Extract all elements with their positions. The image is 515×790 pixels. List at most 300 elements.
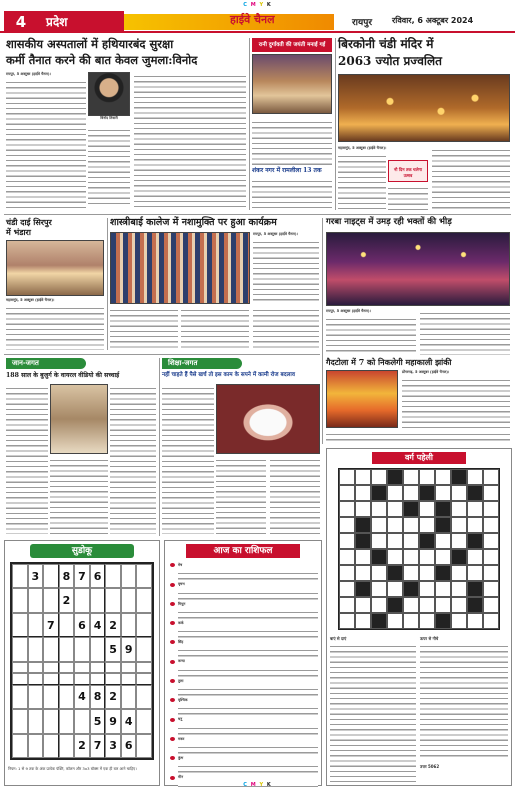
horoscope-item bbox=[168, 562, 318, 581]
crossword-block bbox=[467, 597, 483, 613]
sudoku-grid[interactable] bbox=[10, 562, 154, 760]
garba-text-col-1 bbox=[326, 315, 416, 355]
sudoku-cell[interactable]: 8 bbox=[59, 564, 75, 588]
crossword-cell[interactable] bbox=[483, 485, 499, 501]
crossword-cell[interactable] bbox=[435, 533, 451, 549]
shastri-text-col-2 bbox=[181, 306, 249, 350]
sudoku-cell[interactable] bbox=[136, 588, 152, 612]
lead-photo bbox=[88, 72, 130, 116]
sudoku-cell[interactable] bbox=[136, 734, 152, 758]
horoscope-item bbox=[168, 678, 318, 697]
crossword-cell[interactable] bbox=[339, 565, 355, 581]
cmyk-c: C bbox=[243, 782, 248, 788]
crossword-cell[interactable] bbox=[435, 597, 451, 613]
sudoku-cell[interactable] bbox=[136, 662, 152, 673]
crossword-cell[interactable] bbox=[467, 565, 483, 581]
crossword-block bbox=[355, 517, 371, 533]
lead-text-col-2 bbox=[88, 126, 130, 208]
crossword-cell[interactable] bbox=[419, 549, 435, 565]
crossword-cell[interactable] bbox=[451, 565, 467, 581]
right-top-dateline: महासमुंद, 5 अक्टूबर (हाईवे चैनल)। bbox=[338, 146, 387, 150]
sudoku-cell[interactable]: 4 bbox=[90, 613, 106, 637]
sudoku-cell[interactable]: 6 bbox=[90, 564, 106, 588]
sudoku-cell[interactable] bbox=[105, 564, 121, 588]
sudoku-cell[interactable] bbox=[74, 637, 90, 661]
crossword-cell[interactable] bbox=[339, 469, 355, 485]
right-top-text-col-2 bbox=[388, 184, 428, 210]
page-number: 4 bbox=[4, 11, 38, 33]
gaytri-text-side bbox=[402, 376, 510, 430]
gaytri-headline: गैदटोला में 7 को निकलेगी महाकाली झांकी bbox=[326, 357, 452, 367]
crossword-block bbox=[387, 597, 403, 613]
crossword-cell[interactable] bbox=[371, 469, 387, 485]
sudoku-cell[interactable] bbox=[12, 673, 28, 684]
sudoku-cell[interactable] bbox=[28, 734, 44, 758]
sudoku-cell[interactable]: 3 bbox=[28, 564, 44, 588]
sudoku-cell[interactable] bbox=[12, 564, 28, 588]
cmyk-y: Y bbox=[259, 782, 265, 788]
crossword-cell[interactable] bbox=[451, 517, 467, 533]
sudoku-cell[interactable] bbox=[136, 637, 152, 661]
sudoku-cell[interactable] bbox=[74, 709, 90, 733]
crossword-cell[interactable] bbox=[355, 469, 371, 485]
crossword-cell[interactable] bbox=[355, 613, 371, 629]
jaan-jagat-text-col-3 bbox=[110, 384, 156, 534]
sudoku-cell[interactable] bbox=[28, 685, 44, 709]
horoscope-sign: मीन bbox=[178, 775, 184, 780]
sudoku-cell[interactable] bbox=[121, 662, 137, 673]
sudoku-cell[interactable] bbox=[43, 662, 59, 673]
horoscope-text bbox=[178, 685, 318, 697]
sudoku-cell[interactable]: 2 bbox=[74, 734, 90, 758]
edition-city: रायपुर bbox=[352, 18, 373, 28]
horoscope-item bbox=[168, 639, 318, 658]
sudoku-cell[interactable]: 5 bbox=[105, 637, 121, 661]
horoscope-sign: मकर bbox=[178, 736, 185, 741]
sudoku-cell[interactable] bbox=[59, 673, 75, 684]
crossword-cell[interactable] bbox=[387, 517, 403, 533]
crossword-cell[interactable] bbox=[387, 613, 403, 629]
sudoku-cell[interactable]: 2 bbox=[105, 613, 121, 637]
sudoku-cell[interactable] bbox=[43, 734, 59, 758]
sudoku-cell[interactable] bbox=[12, 588, 28, 612]
crossword-cell[interactable] bbox=[483, 565, 499, 581]
crossword-grid[interactable] bbox=[338, 468, 500, 630]
lead-dateline: रायपुर, 5 अक्टूबर (हाईवे चैनल)। bbox=[6, 72, 51, 76]
divider bbox=[107, 218, 108, 350]
crossword-cell[interactable] bbox=[451, 597, 467, 613]
crossword-block bbox=[451, 549, 467, 565]
right-top-photo bbox=[338, 74, 510, 142]
garba-dateline: रायपुर, 5 अक्टूबर (हाईवे चैनल)। bbox=[326, 309, 371, 313]
sudoku-cell[interactable] bbox=[28, 613, 44, 637]
horoscope-text bbox=[178, 762, 318, 774]
garba-text-col-2 bbox=[420, 309, 510, 355]
sudoku-cell[interactable] bbox=[59, 662, 75, 673]
lead-headline-2: कर्मी तैनात करने की बात केवल जुमला:विनोद bbox=[6, 53, 198, 67]
shiksha-text-col-3 bbox=[270, 456, 320, 534]
brand-logo: हाईवे चैनल bbox=[230, 13, 275, 26]
crossword-cell[interactable] bbox=[403, 517, 419, 533]
sudoku-cell[interactable]: 4 bbox=[121, 709, 137, 733]
sudoku-cell[interactable] bbox=[12, 637, 28, 661]
crossword-cell[interactable] bbox=[403, 549, 419, 565]
crossword-cell[interactable] bbox=[419, 613, 435, 629]
crossword-cell[interactable] bbox=[339, 597, 355, 613]
right-top-headline-2: 2063 ज्योत प्रज्वलित bbox=[338, 54, 442, 68]
sudoku-cell[interactable] bbox=[12, 662, 28, 673]
crossword-cell[interactable] bbox=[339, 613, 355, 629]
sudoku-cell[interactable] bbox=[136, 564, 152, 588]
crossword-across-label: बाएं से दाएं bbox=[330, 636, 347, 641]
sudoku-cell[interactable] bbox=[136, 673, 152, 684]
crossword-cell[interactable] bbox=[387, 549, 403, 565]
divider bbox=[322, 218, 323, 444]
sudoku-cell[interactable] bbox=[43, 685, 59, 709]
jaan-jagat-photo bbox=[50, 384, 108, 454]
crossword-cell[interactable] bbox=[483, 501, 499, 517]
crossword-answer-label: उत्तर 5062 bbox=[420, 764, 440, 769]
crossword-cell[interactable] bbox=[451, 485, 467, 501]
gaytri-text-bottom bbox=[326, 430, 510, 444]
garba-photo bbox=[326, 232, 510, 306]
shiksha-headline: नहीं चाहते हैं पैसे खर्च तो इस काम के सपने में कामी रोज बदलाव bbox=[162, 372, 295, 378]
crossword-cell[interactable] bbox=[451, 581, 467, 597]
crossword-block bbox=[355, 581, 371, 597]
crossword-cell[interactable] bbox=[371, 581, 387, 597]
crossword-cell[interactable] bbox=[387, 581, 403, 597]
sudoku-cell[interactable] bbox=[90, 588, 106, 612]
sudoku-cell[interactable] bbox=[90, 637, 106, 661]
crossword-cell[interactable] bbox=[371, 597, 387, 613]
crossword-cell[interactable] bbox=[339, 581, 355, 597]
sudoku-grid-wrap bbox=[10, 562, 154, 762]
right-top-callout: नौ दिन तक चलेगा उत्सव bbox=[388, 160, 428, 182]
sudoku-cell[interactable] bbox=[12, 734, 28, 758]
horoscope-sign: मिथुन bbox=[178, 601, 186, 606]
crossword-cell[interactable] bbox=[483, 597, 499, 613]
mid-top-text bbox=[252, 118, 332, 166]
crossword-across-clues bbox=[330, 642, 416, 782]
divider bbox=[4, 354, 320, 355]
sudoku-cell[interactable] bbox=[59, 613, 75, 637]
shiksha-photo bbox=[216, 384, 320, 454]
sudoku-cell[interactable] bbox=[105, 673, 121, 684]
crossword-cell[interactable] bbox=[451, 613, 467, 629]
horoscope-sign: कर्क bbox=[178, 620, 184, 625]
sudoku-cell[interactable] bbox=[59, 709, 75, 733]
crossword-cell[interactable] bbox=[451, 501, 467, 517]
crossword-cell[interactable] bbox=[467, 469, 483, 485]
sudoku-cell[interactable]: 7 bbox=[90, 734, 106, 758]
crossword-cell[interactable] bbox=[339, 501, 355, 517]
crossword-cell[interactable] bbox=[483, 613, 499, 629]
sudoku-rules: नियम: 1 से 9 तक के अंक प्रत्येक पंक्ति, कॉलम और 3x3 बॉक्स में एक ही बार आने चाहिए। bbox=[8, 766, 137, 771]
horoscope-sign: कन्या bbox=[178, 659, 185, 664]
mid-top-headline: रानी दुर्गावती की जयंती मनाई गई bbox=[252, 38, 332, 52]
crossword-cell[interactable] bbox=[419, 581, 435, 597]
sudoku-cell[interactable] bbox=[105, 662, 121, 673]
horoscope-item bbox=[168, 581, 318, 600]
shastri-dateline: रायपुर, 5 अक्टूबर (हाईवे चैनल)। bbox=[253, 232, 298, 236]
crossword-cell[interactable] bbox=[355, 485, 371, 501]
crossword-cell[interactable] bbox=[419, 565, 435, 581]
crossword-block bbox=[355, 533, 371, 549]
chandi-headline-1: चंडी दाई सिरपुर bbox=[6, 217, 52, 227]
sudoku-cell[interactable] bbox=[28, 637, 44, 661]
right-top-text-col-1 bbox=[338, 152, 386, 210]
horoscope-sign: तुला bbox=[178, 678, 184, 683]
crossword-cell[interactable] bbox=[403, 469, 419, 485]
sudoku-cell[interactable] bbox=[28, 588, 44, 612]
crossword-cell[interactable] bbox=[483, 469, 499, 485]
crossword-block bbox=[467, 485, 483, 501]
crossword-cell[interactable] bbox=[435, 469, 451, 485]
cmyk-k: K bbox=[266, 2, 272, 8]
crossword-cell[interactable] bbox=[483, 581, 499, 597]
crossword-cell[interactable] bbox=[435, 581, 451, 597]
crossword-block bbox=[419, 533, 435, 549]
sudoku-cell[interactable] bbox=[105, 588, 121, 612]
crossword-down-label: ऊपर से नीचे bbox=[420, 636, 439, 641]
crossword-cell[interactable] bbox=[387, 501, 403, 517]
sudoku-cell[interactable]: 9 bbox=[105, 709, 121, 733]
horoscope-text bbox=[178, 704, 318, 716]
sudoku-cell[interactable] bbox=[121, 564, 137, 588]
sudoku-cell[interactable] bbox=[121, 588, 137, 612]
horoscope-item bbox=[168, 658, 318, 677]
horoscope-item bbox=[168, 755, 318, 774]
sudoku-cell[interactable] bbox=[121, 685, 137, 709]
sudoku-cell[interactable]: 7 bbox=[74, 564, 90, 588]
sudoku-cell[interactable]: 4 bbox=[74, 685, 90, 709]
shastri-text-col-1 bbox=[110, 306, 178, 350]
horoscope-sign: मेष bbox=[178, 563, 183, 567]
cmyk-marks-bottom bbox=[0, 782, 515, 788]
shastri-text-col-3 bbox=[253, 306, 319, 350]
crossword-block bbox=[435, 517, 451, 533]
horoscope-text bbox=[178, 627, 318, 639]
sudoku-cell[interactable]: 9 bbox=[121, 637, 137, 661]
crossword-cell[interactable] bbox=[403, 597, 419, 613]
crossword-block bbox=[403, 501, 419, 517]
divider bbox=[159, 358, 160, 536]
sudoku-cell[interactable] bbox=[74, 662, 90, 673]
sudoku-cell[interactable] bbox=[12, 709, 28, 733]
crossword-cell[interactable] bbox=[339, 549, 355, 565]
crossword-cell[interactable] bbox=[371, 565, 387, 581]
sudoku-cell[interactable]: 2 bbox=[59, 588, 75, 612]
crossword-cell[interactable] bbox=[355, 501, 371, 517]
horoscope-item bbox=[168, 601, 318, 620]
jaan-jagat-tag: जान-जगत bbox=[6, 358, 86, 369]
horoscope-list bbox=[168, 562, 318, 784]
crossword-cell[interactable] bbox=[339, 533, 355, 549]
cmyk-m: M bbox=[250, 782, 257, 788]
cmyk-k: K bbox=[266, 782, 272, 788]
shiksha-text-col-1 bbox=[162, 384, 214, 534]
sudoku-cell[interactable] bbox=[90, 662, 106, 673]
lead-photo-frame bbox=[88, 72, 130, 124]
chandi-text bbox=[6, 304, 104, 350]
crossword-cell[interactable] bbox=[451, 533, 467, 549]
crossword-cell[interactable] bbox=[355, 597, 371, 613]
crossword-block bbox=[435, 565, 451, 581]
jaan-jagat-text-col-1 bbox=[6, 384, 48, 534]
garba-headline: गरबा नाइट्स में उमड़ रही भक्तों की भीड़ bbox=[326, 217, 452, 227]
cmyk-m: M bbox=[250, 2, 257, 8]
sudoku-cell[interactable] bbox=[136, 709, 152, 733]
crossword-block bbox=[403, 581, 419, 597]
crossword-cell[interactable] bbox=[483, 533, 499, 549]
crossword-cell[interactable] bbox=[435, 549, 451, 565]
crossword-cell[interactable] bbox=[419, 597, 435, 613]
crossword-cell[interactable] bbox=[483, 549, 499, 565]
sudoku-cell[interactable]: 3 bbox=[105, 734, 121, 758]
crossword-block bbox=[371, 549, 387, 565]
crossword-cell[interactable] bbox=[419, 501, 435, 517]
sudoku-cell[interactable] bbox=[28, 673, 44, 684]
crossword-block bbox=[451, 469, 467, 485]
sudoku-cell[interactable] bbox=[59, 685, 75, 709]
sudoku-cell[interactable]: 2 bbox=[105, 685, 121, 709]
crossword-cell[interactable] bbox=[387, 485, 403, 501]
cmyk-marks bbox=[0, 2, 515, 8]
horoscope-sign: सिंह bbox=[178, 640, 184, 645]
crossword-cell[interactable] bbox=[403, 533, 419, 549]
horoscope-title: आज का राशिफल bbox=[186, 544, 300, 558]
crossword-block bbox=[371, 613, 387, 629]
horoscope-text bbox=[178, 608, 318, 620]
jaan-jagat-headline: 188 साल के बुजुर्ग के वायरल वीडियो की सच्चाई bbox=[6, 372, 120, 379]
crossword-cell[interactable] bbox=[403, 565, 419, 581]
chandi-headline-2: में भंडारा bbox=[6, 227, 31, 237]
crossword-cell[interactable] bbox=[355, 549, 371, 565]
masthead-banner bbox=[124, 14, 334, 30]
crossword-block bbox=[435, 613, 451, 629]
sudoku-cell[interactable] bbox=[74, 588, 90, 612]
sudoku-cell[interactable] bbox=[43, 673, 59, 684]
shastri-text-side bbox=[253, 238, 319, 304]
crossword-title: वर्ग पहेली bbox=[372, 452, 466, 464]
crossword-cell[interactable] bbox=[467, 613, 483, 629]
sudoku-cell[interactable] bbox=[121, 613, 137, 637]
horoscope-text bbox=[178, 666, 318, 678]
edition-date: रविवार, 6 अक्टूबर 2024 bbox=[392, 16, 474, 25]
crossword-cell[interactable] bbox=[403, 613, 419, 629]
lead-text-col-1 bbox=[6, 78, 86, 208]
horoscope-sign: वृश्चिक bbox=[178, 698, 188, 703]
horoscope-sign: वृषभ bbox=[178, 582, 185, 587]
horoscope-item bbox=[168, 716, 318, 735]
chandi-photo bbox=[6, 240, 104, 296]
mid-top-subhead: शंकर नगर में रामलीला 13 तक bbox=[252, 167, 322, 174]
sudoku-cell[interactable]: 6 bbox=[74, 613, 90, 637]
horoscope-item bbox=[168, 697, 318, 716]
right-top-text-col-3 bbox=[432, 146, 510, 210]
sudoku-cell[interactable] bbox=[43, 709, 59, 733]
crossword-grid-wrap bbox=[338, 468, 500, 630]
sudoku-cell[interactable]: 6 bbox=[121, 734, 137, 758]
sudoku-cell[interactable] bbox=[136, 685, 152, 709]
crossword-block bbox=[371, 485, 387, 501]
crossword-cell[interactable] bbox=[435, 485, 451, 501]
sudoku-cell[interactable]: 7 bbox=[43, 613, 59, 637]
chandi-dateline: महासमुंद, 5 अक्टूबर (हाईवे चैनल)। bbox=[6, 298, 55, 302]
horoscope-text bbox=[178, 646, 318, 658]
crossword-cell[interactable] bbox=[339, 485, 355, 501]
horoscope-text bbox=[178, 743, 318, 755]
mid-top-photo bbox=[252, 54, 332, 114]
gaytri-photo bbox=[326, 370, 398, 428]
sudoku-cell[interactable] bbox=[12, 685, 28, 709]
sudoku-cell[interactable] bbox=[43, 588, 59, 612]
crossword-down-clues bbox=[420, 642, 508, 760]
crossword-block bbox=[387, 565, 403, 581]
mid-top-subtext bbox=[252, 177, 332, 210]
crossword-cell[interactable] bbox=[467, 549, 483, 565]
horoscope-item bbox=[168, 620, 318, 639]
sudoku-cell[interactable] bbox=[28, 662, 44, 673]
crossword-cell[interactable] bbox=[467, 501, 483, 517]
horoscope-text bbox=[178, 589, 318, 601]
crossword-cell[interactable] bbox=[419, 469, 435, 485]
sudoku-cell[interactable] bbox=[74, 673, 90, 684]
shiksha-text-col-2 bbox=[216, 456, 266, 534]
crossword-cell[interactable] bbox=[355, 565, 371, 581]
crossword-cell[interactable] bbox=[339, 517, 355, 533]
crossword-block bbox=[419, 485, 435, 501]
gaytri-dateline: डोंगरगढ़, 5 अक्टूबर (हाईवे चैनल)। bbox=[402, 370, 450, 374]
shiksha-tag: शिक्षा-जगत bbox=[162, 358, 242, 369]
shastri-photo bbox=[110, 232, 250, 304]
sudoku-cell[interactable]: 8 bbox=[90, 685, 106, 709]
sudoku-cell[interactable] bbox=[12, 613, 28, 637]
lead-text-col-3 bbox=[134, 72, 246, 208]
crossword-cell[interactable] bbox=[467, 517, 483, 533]
crossword-block bbox=[435, 501, 451, 517]
sudoku-cell[interactable]: 5 bbox=[90, 709, 106, 733]
divider bbox=[335, 38, 336, 210]
jaan-jagat-text-col-2 bbox=[50, 456, 108, 534]
cmyk-y: Y bbox=[259, 2, 265, 8]
horoscope-text bbox=[178, 569, 318, 581]
horoscope-sign: धनु bbox=[178, 717, 183, 722]
divider bbox=[4, 214, 511, 215]
crossword-cell[interactable] bbox=[371, 533, 387, 549]
sudoku-cell[interactable] bbox=[43, 637, 59, 661]
crossword-cell[interactable] bbox=[403, 485, 419, 501]
sudoku-cell[interactable] bbox=[59, 637, 75, 661]
crossword-block bbox=[467, 581, 483, 597]
sudoku-cell[interactable] bbox=[136, 613, 152, 637]
crossword-cell[interactable] bbox=[371, 501, 387, 517]
horoscope-item bbox=[168, 736, 318, 755]
crossword-cell[interactable] bbox=[483, 517, 499, 533]
crossword-block bbox=[467, 533, 483, 549]
crossword-cell[interactable] bbox=[371, 517, 387, 533]
sudoku-cell[interactable] bbox=[43, 564, 59, 588]
crossword-cell[interactable] bbox=[419, 517, 435, 533]
crossword-cell[interactable] bbox=[387, 533, 403, 549]
lead-headline-1: शासकीय अस्पतालों में हथियारबंद सुरक्षा bbox=[6, 37, 174, 51]
sudoku-title: सुडोकू bbox=[30, 544, 134, 558]
sudoku-cell[interactable] bbox=[121, 673, 137, 684]
sudoku-cell[interactable] bbox=[90, 673, 106, 684]
divider bbox=[249, 38, 250, 210]
sudoku-cell[interactable] bbox=[59, 734, 75, 758]
sudoku-cell[interactable] bbox=[28, 709, 44, 733]
